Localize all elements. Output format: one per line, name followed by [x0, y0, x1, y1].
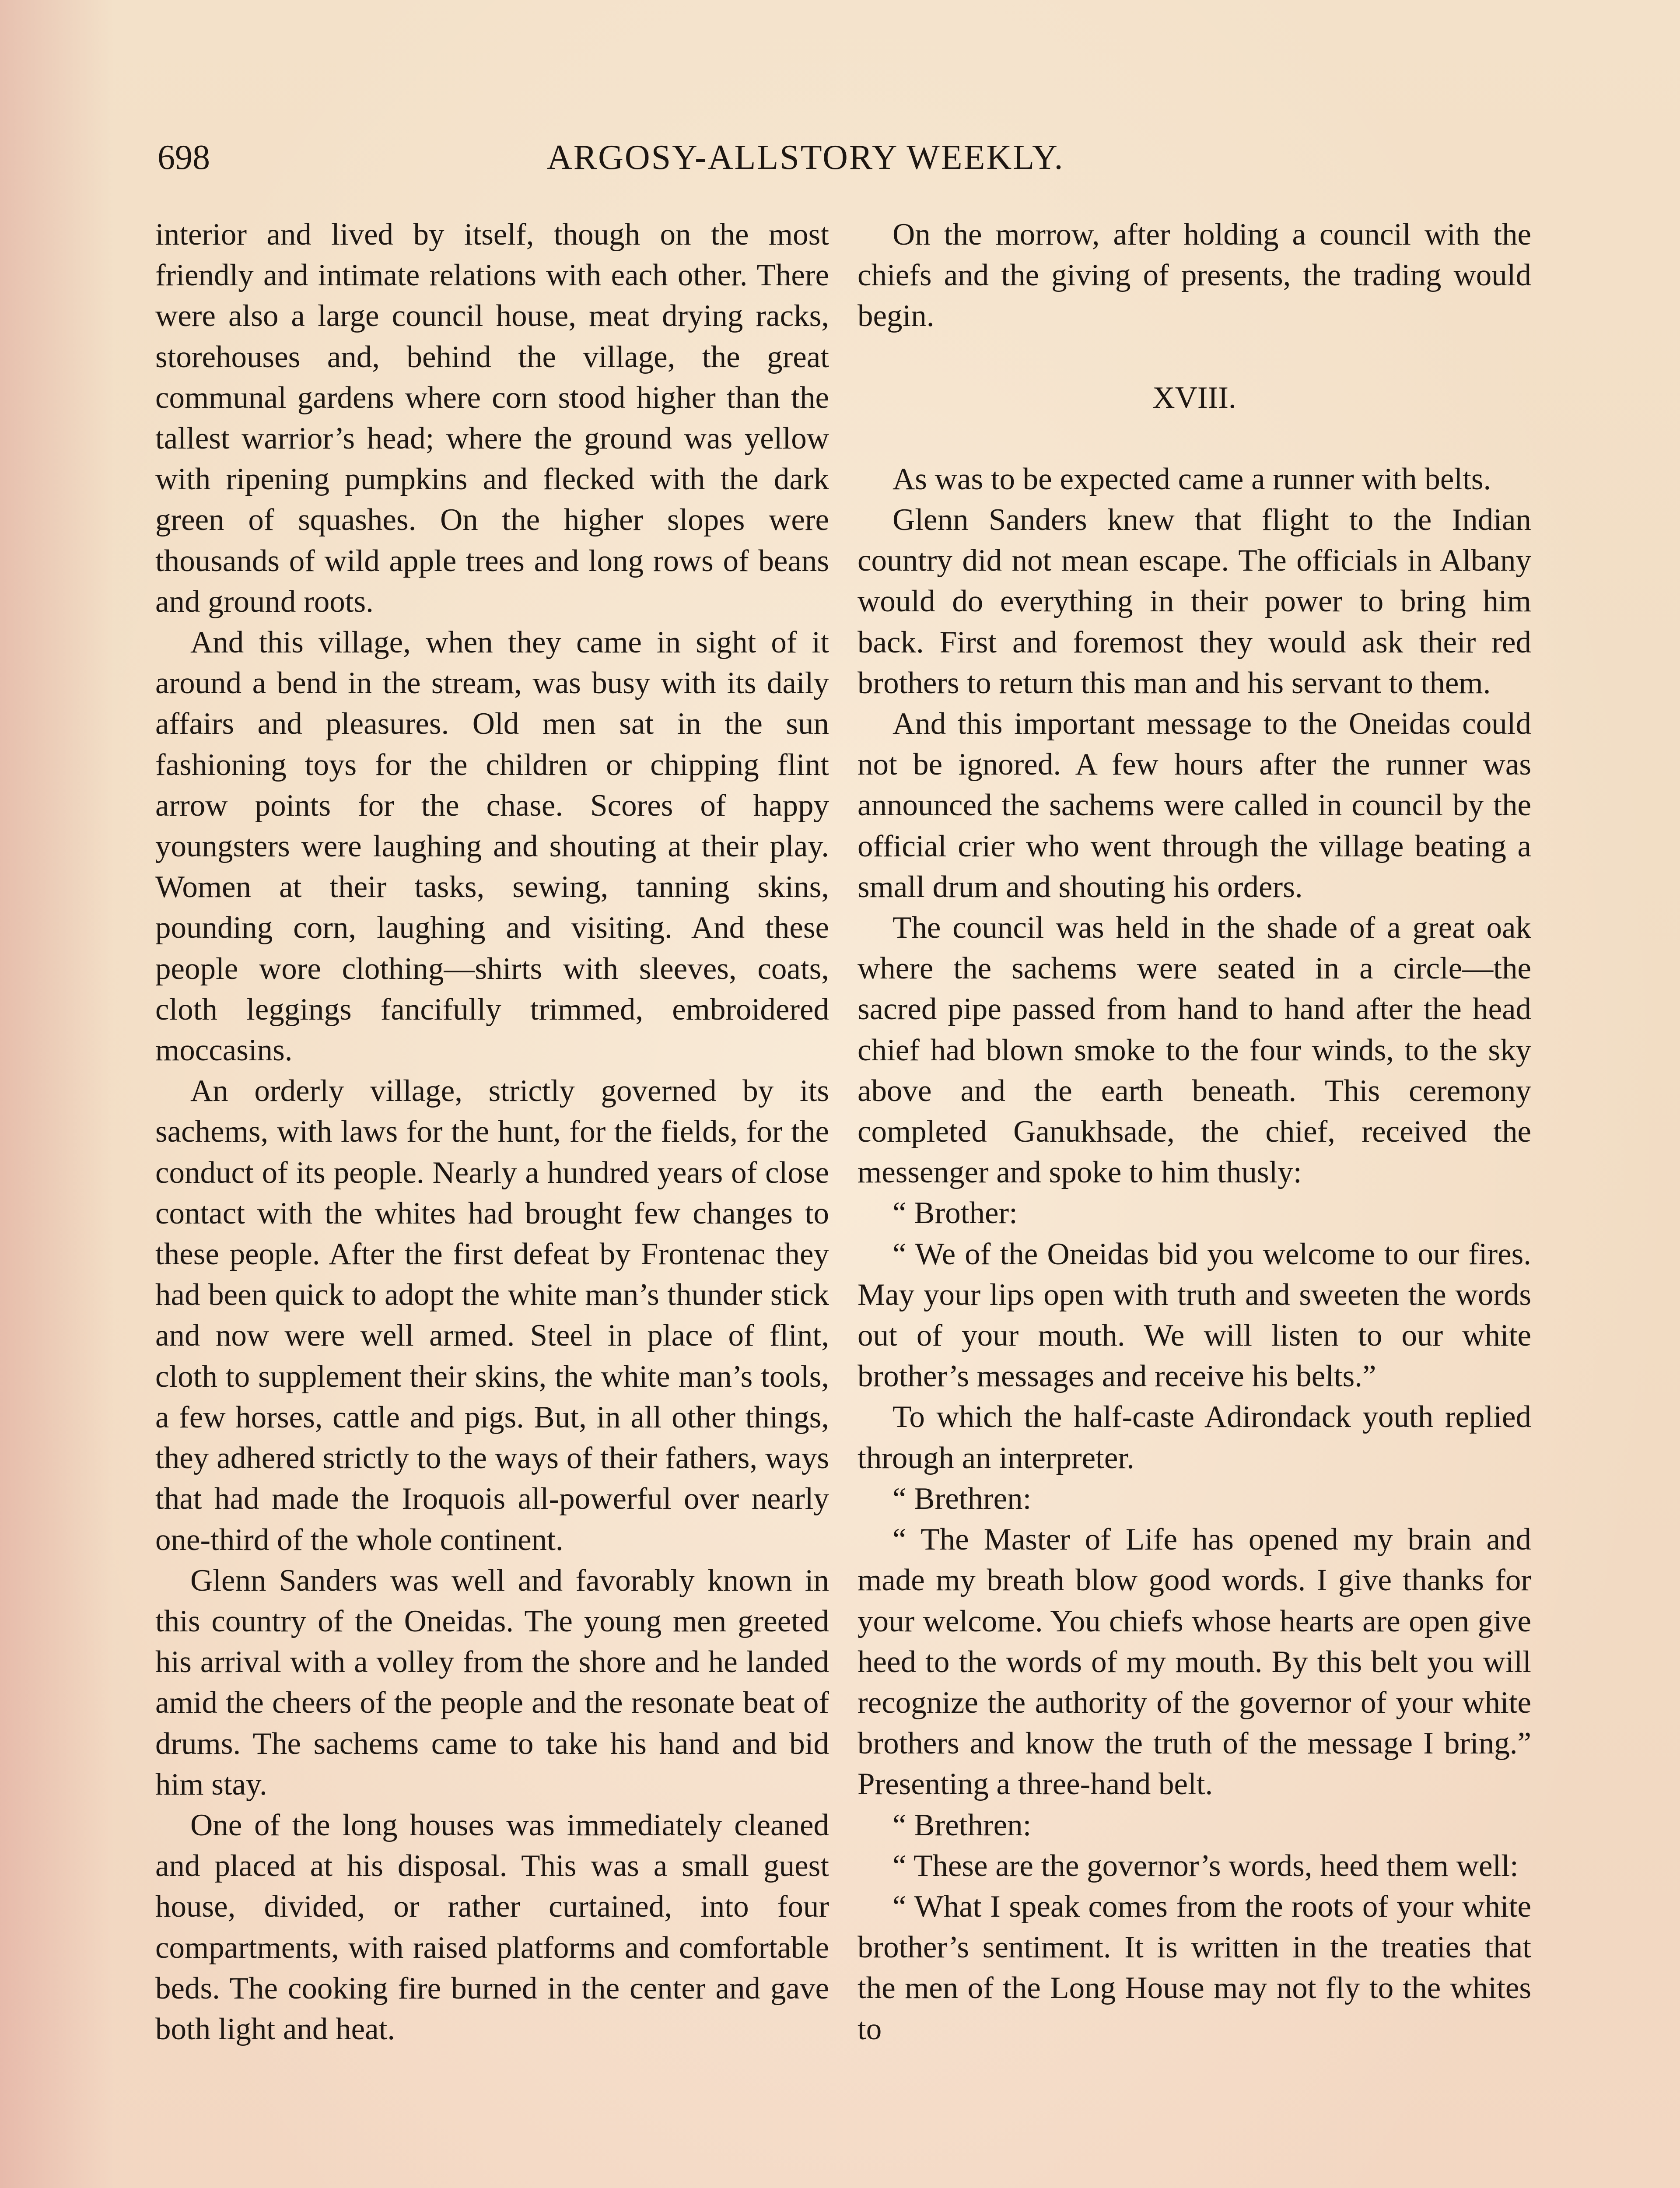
right-column [858, 214, 1531, 2050]
dialogue-line: “ Brother: [892, 1196, 1018, 1231]
dialogue-line: “ Brethren: [892, 1481, 1032, 1516]
body-paragraph: On the morrow, after holding a council with the chiefs and the giving of presents, the trading would begin. [858, 217, 1531, 333]
running-head [153, 131, 1536, 184]
body-paragraph: Glenn Sanders was well and favorably known in this country of the Oneidas. The young men greeted his arrival with a volley from the shore and he landed amid the cheers of the people and the resonate beat of drums. The sachems came to take his hand and bid him stay. [155, 1563, 829, 1802]
body-paragraph: To which the half-caste Adirondack youth replied through an interpreter. [858, 1400, 1531, 1475]
body-paragraph: The council was held in the shade of a great oak where the sachems were seated in a circle—the sacred pipe passed from hand to hand after the head chief had blown smoke to the four winds, to the sky above and the earth beneath. This ceremony completed Ganukhsade, the chief, received the messenger and spoke to him thusly: [858, 911, 1531, 1190]
dialogue-paragraph: “ We of the Oneidas bid you welcome to our fires. May your lips open with truth and sweeten the words out of your mouth. We will listen to our white brother’s messages and receive his belts.” [858, 1237, 1531, 1394]
body-paragraph: An orderly village, strictly governed by its sachems, with laws for the hunt, for the fields, for the conduct of its people. Nearly a hundred years of close contact with the whites had brought few changes to these people. After the first defeat by Frontenac they had been quick to adopt the white man’s thunder stick and now were well armed. Steel in place of flint, cloth to supplement their skins, the white man’s tools, a few horses, cattle and pigs. But, in all other things, they adhered strictly to the ways of their fathers, ways that had made the Iroquois all-powerful over nearly one-third of the whole continent. [155, 1074, 829, 1557]
body-paragraph: As was to be expected came a runner with belts. [892, 462, 1491, 496]
dialogue-line: “ Brethren: [892, 1808, 1032, 1842]
dialogue-paragraph: “ These are the governor’s words, heed them well: [892, 1848, 1519, 1883]
chapter-heading: XVIII. [1152, 380, 1236, 415]
body-paragraph: And this village, when they came in sight of it around a bend in the stream, was busy with its daily affairs and pleasures. Old men sat in the sun fashioning toys for the children or chipping flint arrow points for the chase. Scores of happy youngsters were laughing and shouting at their play. Women at their tasks, sewing, tanning skins, pounding corn, laughing and visiting. And these people wore clothing—shirts with sleeves, coats, cloth leggings fancifully trimmed, embroidered moccasins. [155, 625, 829, 1068]
left-column [155, 214, 829, 2050]
magazine-title: ARGOSY-ALLSTORY WEEKLY. [547, 138, 1064, 177]
body-paragraph: Glenn Sanders knew that flight to the Indian country did not mean escape. The officials in Albany would do everything in their power to bring him back. First and foremost they would ask their red brothers to return this man and his servant to them. [858, 503, 1531, 700]
dialogue-paragraph: “ The Master of Life has opened my brain and made my breath blow good words. I give thanks for your welcome. You chiefs whose hearts are open give heed to the words of my mouth. By this belt you will recognize the authority of the governor of your white brothers and know the truth of the message I bring.” Presenting a three-hand belt. [858, 1522, 1531, 1802]
body-paragraph: One of the long houses was immediately cleaned and placed at his disposal. This was a small guest house, divided, or rather curtained, into four compartments, with raised platforms and comfortable beds. The cooking fire burned in the center and gave both light and heat. [155, 1808, 829, 2046]
dialogue-paragraph: “ What I speak comes from the roots of your white brother’s sentiment. It is written in the treaties that the men of the Long House may not fly to the whites to [858, 1889, 1531, 2046]
body-paragraph: And this important message to the Oneidas could not be ignored. A few hours after the runner was announced the sachems were called in council by the official crier who went through the village beating a small drum and shouting his orders. [858, 707, 1531, 904]
body-paragraph: interior and lived by itself, though on the most friendly and intimate relations with each other. There were also a large council house, meat drying racks, storehouses and, behind the village, the great communal gardens where corn stood higher than the tallest warrior’s head; where the ground was yellow with ripening pumpkins and flecked with the dark green of squashes. On the higher slopes were thousands of wild apple trees and long rows of beans and ground roots. [155, 217, 829, 619]
page-number: 698 [158, 138, 210, 177]
